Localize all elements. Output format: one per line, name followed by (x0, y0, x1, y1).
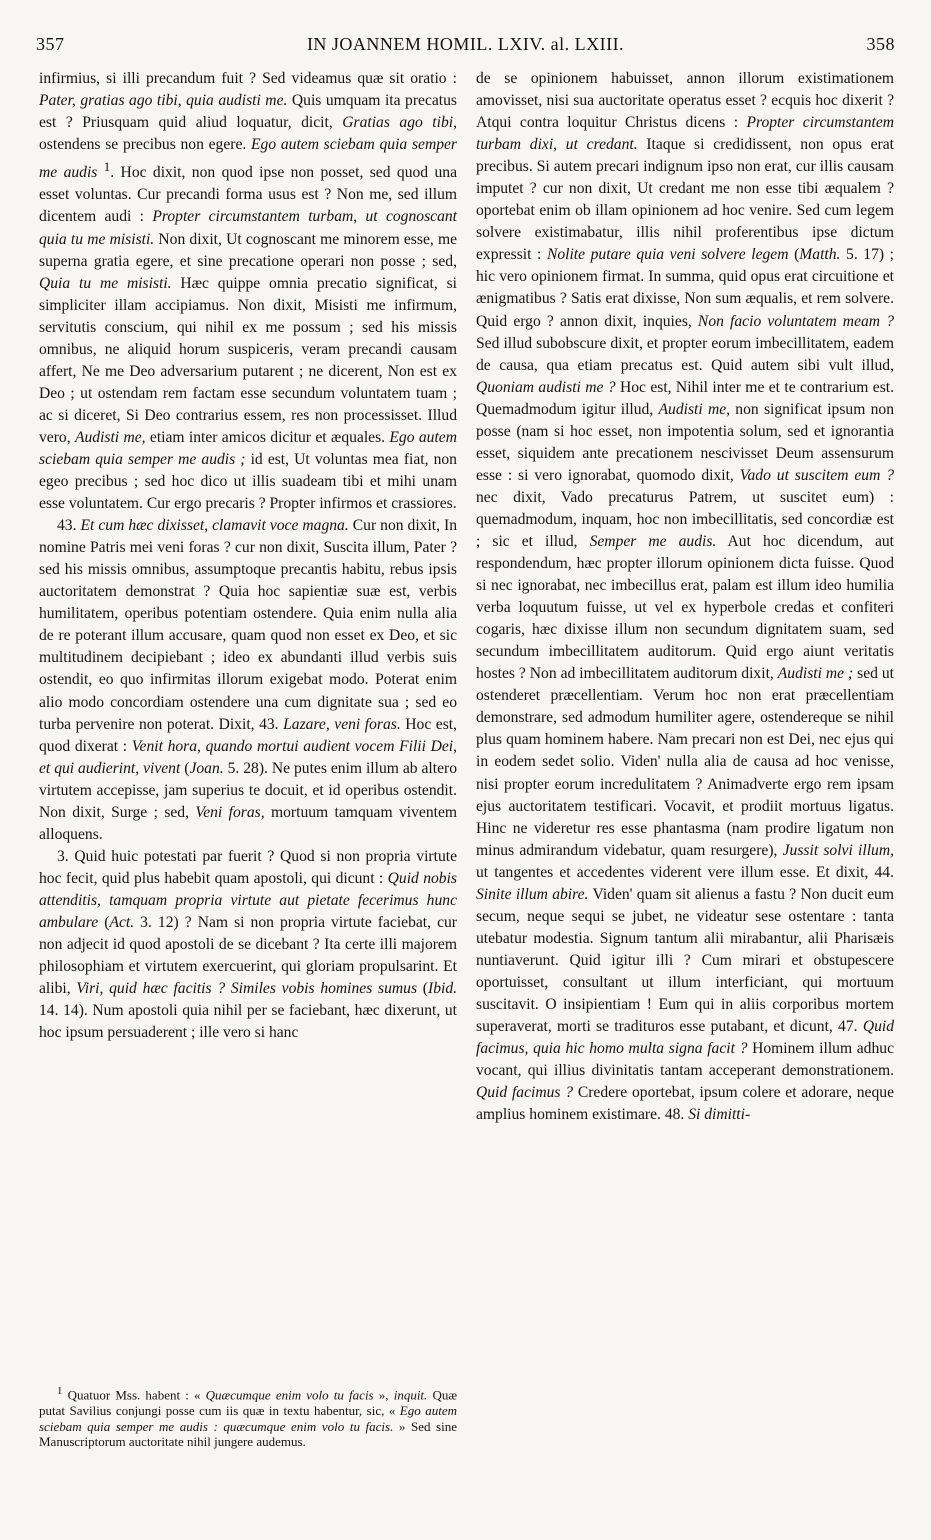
paragraph: 3. Quid huic potestati par fuerit ? Quod si non propria virtute hoc fecit, quid plus habebit quam apostoli, qui dicunt : Quid nobis attenditis, tamquam propria virtute aut pietate fecerimus hunc ambulare (Act. 3. 12) ? Nam si non propria virtute faciebat, cur non adjecit id quod apostoli de se dicebant ? Ita certe illi majorem philosophiam et virtutem exercuerint, qui gloriam propulsarint. Et alibi, Viri, quid hæc facitis ? Similes vobis homines sumus (Ibid. 14. 14). Num apostoli quia nihil per se faciebant, hæc dixerunt, ut hoc ipsum persuaderent ; ille vero si hanc (39, 847, 458, 1042)
page-number-right: 358 (866, 34, 895, 54)
paragraph: infirmius, si illi precandum fuit ? Sed videamus quæ sit oratio : Pater, gratias ago tibi, quia audisti me. Quis umquam ita precatus est ? Priusquam quid aliud loquatur, dicit, Gratias ago tibi, ostendens se precibus non egere. Ego autem sciebam quia semper me audis $^1$. Hoc dixit, non quod ipse non posset, sed quod una esset voluntas. Cur precandi forma usus est ? Non me, sed illum dicentem audi : Propter circumstantem turbam, ut cognoscant quia tu me misisti. Non dixit, Ut cognoscant me minorem esse, me superna gratia egere, et sine precatione operari non posse ; sed, Quia tu me misisti. Hæc quippe omnia precatio significat, si simpliciter illam accipiamus. Non dixit, Misisti me infirmum, servitutis conscium, qui nihil ex me possum ; sed his missis omnibus, ne aliquid horum suspiceris, veram precandi causam affert, Ne me Deo adversarium putarent ; ne dicerent, Non est ex Deo ; ut ostendam rem factam esse secundum voluntatem tuam ; ac si diceret, Si Deo contrarius essem, res non processisset. Illud vero, Audisti me, etiam inter amicos dicitur et æquales. Ego autem sciebam quia semper me audis ; id est, Ut voluntas mea fiat, non egeo precibus ; sed hoc dico ut illis suadeam tibi et mihi unam esse voluntatem. Cur ergo precaris ? Propter infirmos et crassiores. (39, 70, 458, 513)
right-column (476, 68, 894, 1126)
footnote (39, 1384, 457, 1450)
paragraph: de se opinionem habuisset, annon illorum existimationem amovisset, nisi sua auctoritate operatus esset ? ecquis hoc dixerit ? Atqui contra loquitur Christus dicens : Propter circumstantem turbam dixi, ut credant. Itaque si credidissent, non opus erat precibus. Si autem precari indignum ipso non erat, cur illis causam imputet ? cur non dixit, Ut credant me non esse tibi æqualem ? oportebat enim ob illam opinionem ad hoc venire. Sed cum legem solvere existimabatur, illis nihil proferentibus ipse dictum expressit : Nolite putare quia veni solvere legem (Matth. 5. 17) ; hic vero opinionem firmat. In summa, quid opus erat circuitione et ænigmatibus ? Satis erat dixisse, Non sum æqualis, et rem solvere. Quid ergo ? annon dixit, inquies, Non facio voluntatem meam ? Sed illud subobscure dixit, et propter eorum imbecillitatem, eadem de causa, qua etiam precatus est. Quid autem sibi vult illud, Quoniam audisti me ? Hoc est, Nihil inter me et te contrarium est. Quemadmodum igitur illud, Audisti me, non significat ipsum non posse (nam si hoc esset, non impotentia solum, sed et ignorantia esset, siquidem ante precationem nescivisset Deum assensurum esse : si vero ignorabat, quomodo dixit, Vado ut suscitem eum ? nec dixit, Vado precaturus Patrem, ut suscitet eum) : quemadmodum, inquam, hoc non imbecillitatis, sed concordiæ est ; sic et illud, Semper me audis. Aut hoc dicendum, aut respondendum, hæc propter illorum opinionem dicta fuisse. Quod si nec ignorabat, nec imbecillus erat, palam est illum ideo humilia verba loquutum fuisse, ut vel ex hyperbole credas et confiteri cogaris, hæc dixisse illum non secundum dignitatem suam, sed secundum imbecillitatem auditorum. Quid ergo aiunt veritatis hostes ? Non ad imbecillitatem auditorum dixit, Audisti me ; sed ut ostenderet præcellentiam. Verum hoc non erat præcellentiam demonstrare, sed admodum humiliter agere, ostendereque se nihil plus quam hominem habere. Nam precari non est Dei, nec ejus qui in eodem sedet solio. Viden' nulla alia de causa ad hoc venisse, nisi propter eorum incredulitatem ? Animadverte ergo rem ipsam ejus auctoritatem testificari. Vocavit, et prodiit mortuus ligatus. Hinc ne videretur res esse phantasma (nam prodire ligatum non minus admirandum videbatur, quam resurgere), Jussit solvi illum, ut tangentes et accedentes viderent vere illum esse. Et dixit, 44. Sinite illum abire. Viden' quam sit alienus a fastu ? Non ducit eum secum, neque sequi se jubet, ne videatur sese ostentare : tanta utebatur modestia. Signum tantum alii mirabantur, alii Pharisæis nuntiaverunt. Quid igitur illi ? Cum mirari et obstupescere oportuisset, consultant ut illum interficiant, qui mortuum suscitavit. O insipientiam ! Eum qui in aliis corporibus mortem superaverat, morti se tradituros esse putabant, et dicunt, 47. Quid facimus, quia hic homo multa signa facit ? Hominem illum adhuc vocant, qui illius divinitatis tantam acceperant demonstrationem. Quid facimus ? Credere oportebat, ipsum colere et adorare, neque amplius hominem existimare. 48. Si dimitti- (476, 70, 895, 1124)
left-column (39, 68, 457, 1044)
page-number-left: 357 (36, 34, 65, 54)
footnote-text: $^1$ Quatuor Mss. habent : « Quæcumque enim volo tu facis », inquit. Quæ putat Savilius conjungi posse cum iis quæ in textu habentur, sic, « Ego autem sciebam quia semper me audis : quæcumque enim volo tu facis. » Sed sine Manuscriptorum auctoritate nihil jungere audemus. (39, 1385, 458, 1450)
running-title: IN JOANNEM HOMIL. LXIV. al. LXIII. (306, 34, 625, 54)
running-header (36, 34, 895, 64)
paragraph: 43. Et cum hæc dixisset, clamavit voce magna. Cur non dixit, In nomine Patris mei veni foras ? cur non dixit, Suscita illum, Pater ? sed his missis omnibus, assumptoque precantis habitu, rebus ipsis auctoritatem demonstrat ? Quia hoc sapientiæ suæ est, verbis humilitatem, operibus potentiam ostendere. Quia enim nulla alia de re poterant illum accusare, quam quod non esset ex Deo, et sic multitudinem decipiebant ; ideo ex abundanti illud verbis suis ostendit, eo quo infirmitas illorum exigebat modo. Poterat enim alio modo concordiam ostendere una cum dignitate sua ; sed eo turba pervenire non poterat. Dixit, 43. Lazare, veni foras. Hoc est, quod dixerat : Venit hora, quando mortui audient vocem Filii Dei, et qui audierint, vivent (Joan. 5. 28). Ne putes enim illum ab altero virtutem accepisse, jam superius te docuit, et id operibus ostendit. Non dixit, Surge ; sed, Veni foras, mortuum tamquam viventem alloquens. (39, 517, 458, 843)
